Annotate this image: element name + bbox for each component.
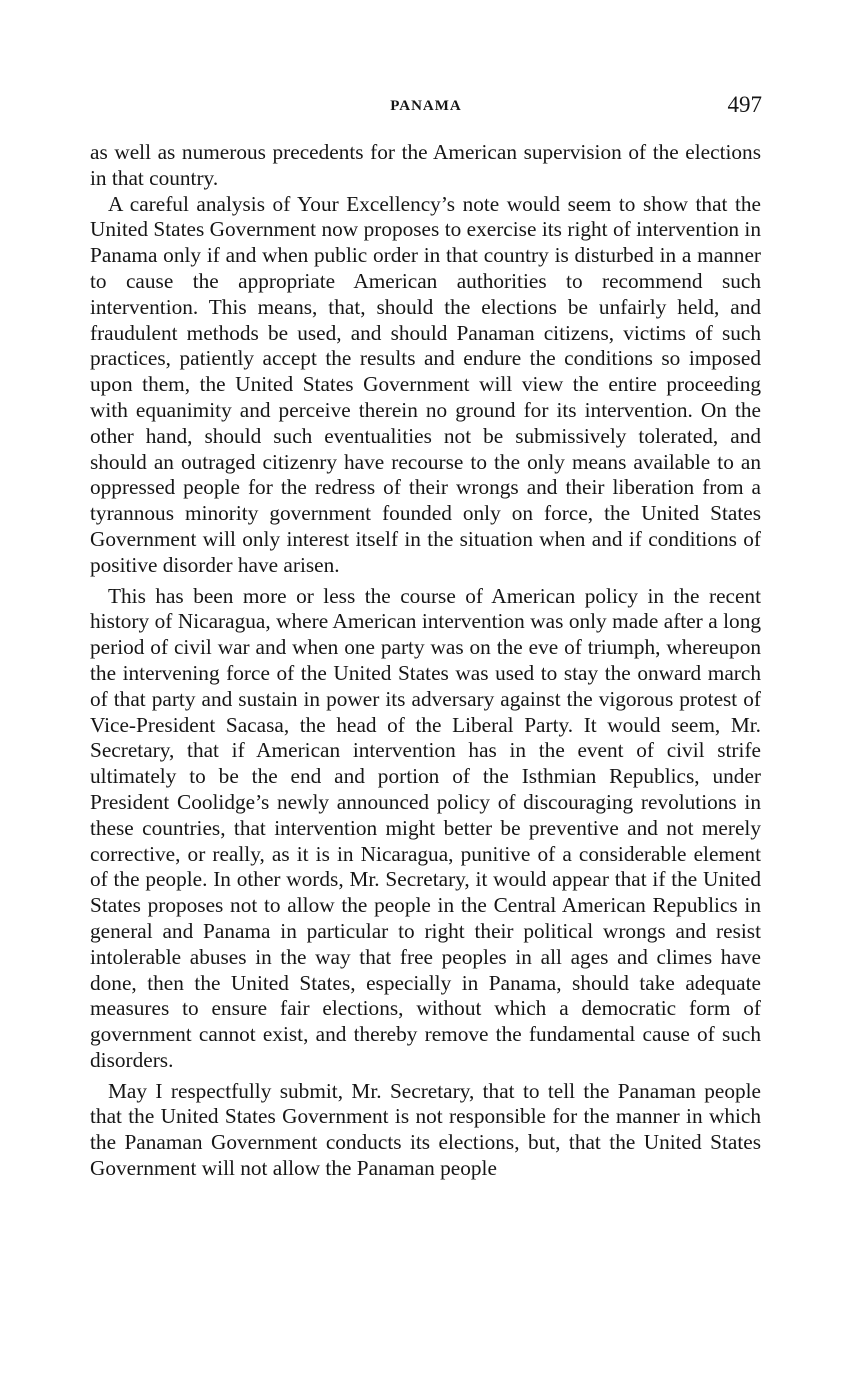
paragraph-careful-analysis: A careful analysis of Your Excellency’s note would seem to show that the United States Government now proposes to exercise its right of intervention in Panama only if and when public order in that country is disturbed in a manner to cause the appropriate American authorities to recommend such intervention. This means, that, should the elections be unfairly held, and fraudulent methods be used, and should Panaman citizens, victims of such practices, patiently accept the results and endure the conditions so imposed upon them, the United States Government will view the entire proceeding with equanimity and perceive therein no ground for its intervention. On the other hand, should such eventualities not be submissively tolerated, and should an outraged citizenry have recourse to the only means available to an oppressed people for the redress of their wrongs and their liberation from a tyrannous minority government founded only on force, the United States Government will only interest itself in the situation when and if conditions of positive disorder have arisen. [90, 191, 761, 577]
paragraph-nicaragua-policy: This has been more or less the course of American policy in the recent history of Nicaragua, where American intervention was only made after a long period of civil war and when one party was on the eve of triumph, whereupon the intervening force of the United States was used to stay the onward march of that party and sustain in power its adversary against the vigorous protest of Vice-President Sacasa, the head of the Liberal Party. It would seem, Mr. Secretary, that if American intervention has in the event of civil strife ultimately to be the end and portion of the Isthmian Republics, under President Coolidge’s newly announced policy of discouraging revolutions in these countries, that intervention might better be preventive and not merely corrective, or really, as it is in Nicaragua, punitive of a considerable element of the people. In other words, Mr. Secretary, it would appear that if the United States proposes not to allow the people in the Central American Republics in general and Panama in particular to right their political wrongs and resist intolerable abuses in the way that free peoples in all ages and climes have done, then the United States, especially in Panama, should take adequate measures to ensure fair elections, without which a democratic form of government cannot exist, and thereby remove the fundamental cause of such disorders. [90, 583, 761, 1072]
body-text [90, 140, 761, 1182]
running-head [90, 92, 762, 122]
paragraph-respectfully-submit: May I respectfully submit, Mr. Secretary, that to tell the Panaman people that the United States Government is not responsible for the manner in which the Panaman Government conducts its elections, but, that the United States Government will not allow the Panaman people [90, 1078, 761, 1181]
paragraph-continued: as well as numerous precedents for the American supervision of the elections in that country. [90, 140, 761, 190]
page-number: 497 [727, 92, 762, 117]
running-title: PANAMA [390, 98, 462, 114]
